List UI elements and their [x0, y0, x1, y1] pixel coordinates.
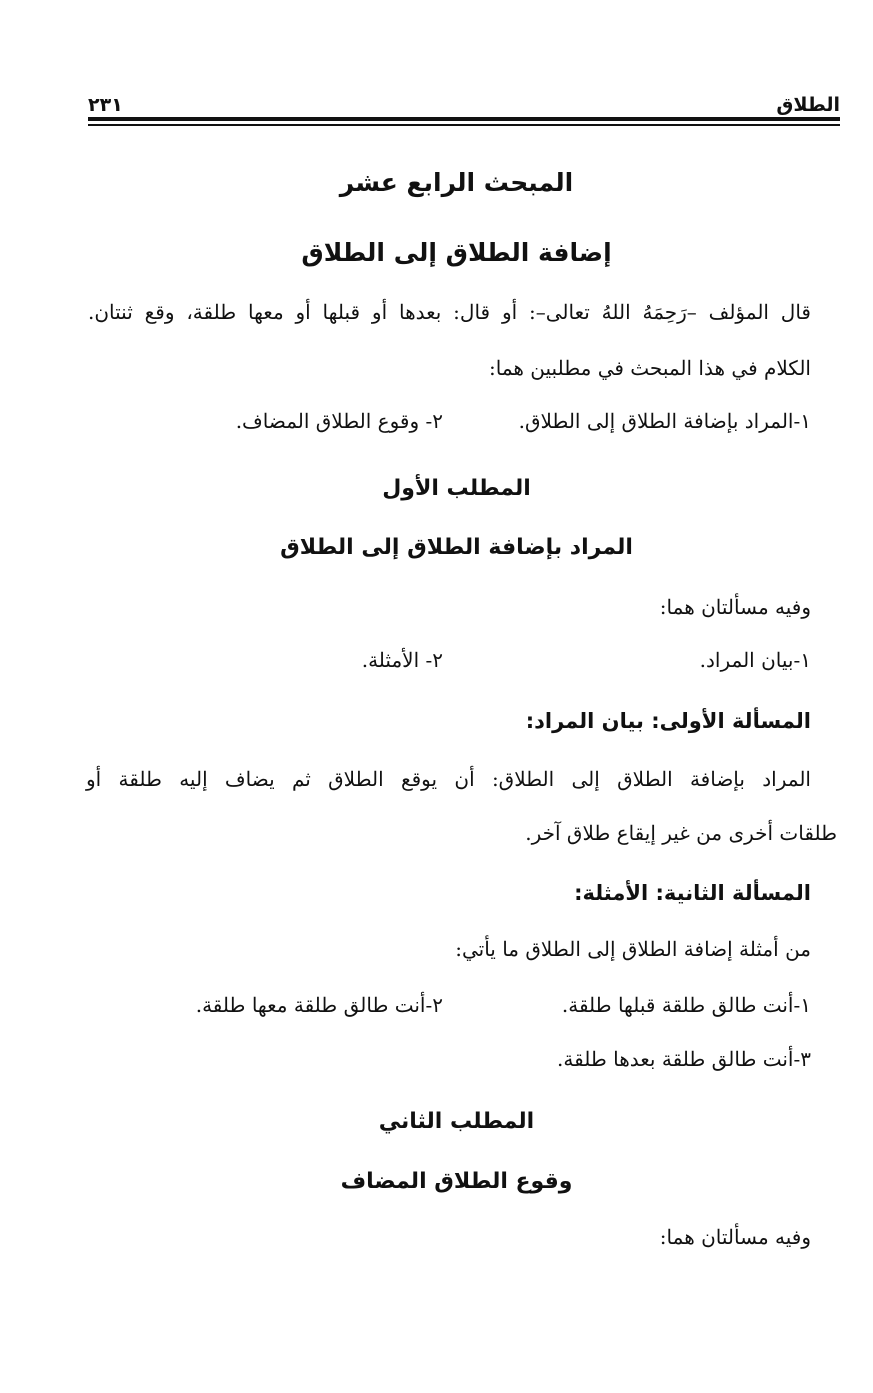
examples-row: [88, 990, 811, 1020]
intro-list: [88, 406, 811, 436]
author-quote: قال المؤلف –رَحِمَهُ اللهُ تعالى–: أو قال: بعدها أو قبلها أو معها طلقة، وقع ثنتان.: [88, 300, 811, 324]
issue1-heading: المسألة الأولى: بيان المراد:: [525, 709, 811, 733]
section-heading: المبحث الرابع عشر: [339, 168, 574, 197]
example-item: ٢-أنت طالق طلقة معها طلقة.: [195, 993, 443, 1017]
running-header: [88, 86, 840, 116]
page-number: ٢٣١: [88, 94, 123, 116]
part2-intro: وفيه مسألتان هما:: [659, 1225, 811, 1249]
part1-list-item: ٢- الأمثلة.: [361, 648, 443, 672]
header-rule-thin: [88, 124, 840, 126]
part2-title: وقوع الطلاق المضاف: [340, 1169, 573, 1194]
part2-heading: المطلب الثاني: [378, 1109, 535, 1134]
issue2-intro: من أمثلة إضافة الطلاق إلى الطلاق ما يأتي:: [455, 937, 811, 961]
example-item: ٣-أنت طالق طلقة بعدها طلقة.: [557, 1047, 811, 1071]
part1-intro: وفيه مسألتان هما:: [659, 595, 811, 619]
header-rule-thick: [88, 117, 840, 121]
part1-list: [88, 645, 811, 675]
overview-text: الكلام في هذا المبحث في مطلبين هما:: [489, 356, 811, 380]
issue2-heading: المسألة الثانية: الأمثلة:: [574, 881, 811, 905]
issue1-line2: طلقات أخرى من غير إيقاع طلاق آخر.: [525, 821, 837, 845]
intro-list-item: ١-المراد بإضافة الطلاق إلى الطلاق.: [518, 409, 811, 433]
example-item: ١-أنت طالق طلقة قبلها طلقة.: [561, 993, 811, 1017]
part1-heading: المطلب الأول: [382, 476, 531, 501]
issue1-line1: المراد بإضافة الطلاق إلى الطلاق: أن يوقع الطلاق ثم يضاف إليه طلقة أو: [86, 767, 811, 791]
section-title: إضافة الطلاق إلى الطلاق: [301, 238, 612, 267]
part1-title: المراد بإضافة الطلاق إلى الطلاق: [280, 535, 633, 560]
chapter-title: الطلاق: [776, 94, 840, 116]
intro-list-item: ٢- وقوع الطلاق المضاف.: [235, 409, 443, 433]
part1-list-item: ١-بيان المراد.: [699, 648, 811, 672]
